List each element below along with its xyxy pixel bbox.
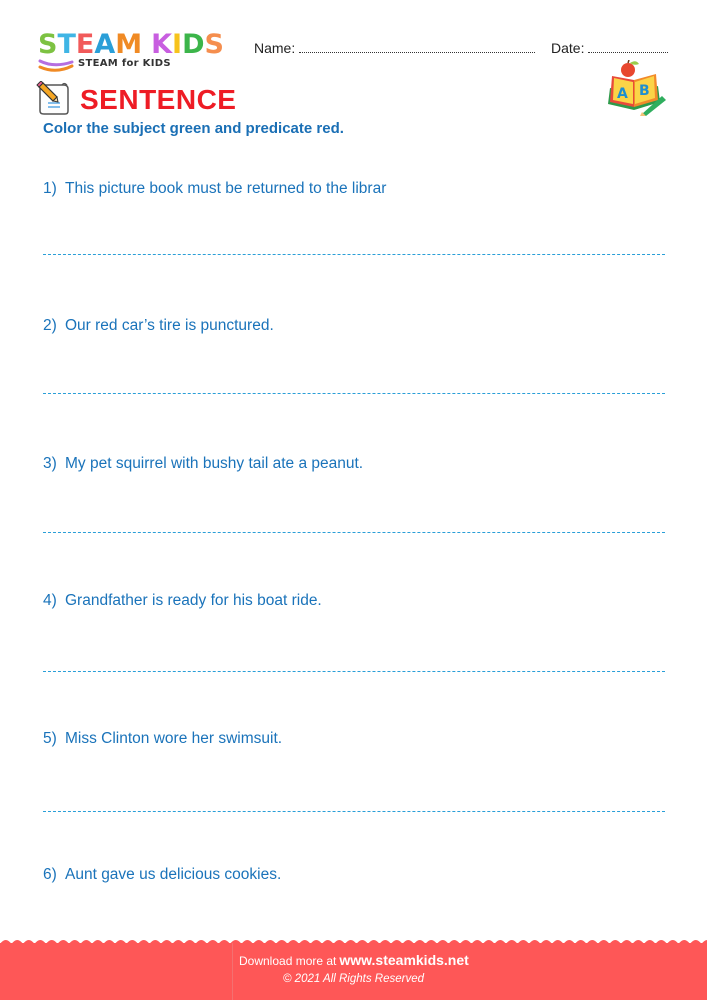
- logo-tagline: STEAM for KIDS: [78, 58, 171, 69]
- logo-wordmark: [38, 30, 224, 60]
- instruction-text: Color the subject green and predicate red.: [43, 120, 344, 137]
- logo-letter: S: [38, 29, 58, 60]
- question-number: 1): [43, 180, 57, 197]
- question-number: 3): [43, 455, 57, 472]
- svg-text:B: B: [639, 83, 650, 99]
- question-text: Aunt gave us delicious cookies.: [65, 866, 282, 883]
- name-field[interactable]: [254, 40, 535, 56]
- answer-line[interactable]: [43, 254, 665, 255]
- logo-letter: S: [204, 29, 224, 60]
- answer-line[interactable]: [43, 811, 665, 812]
- site-link[interactable]: www.steamkids.net: [339, 952, 469, 968]
- smile-swoosh-icon: [38, 58, 74, 74]
- footer-download: [239, 952, 469, 968]
- question-text: Our red car’s tire is punctured.: [65, 317, 274, 334]
- footer-copyright: © 2021 All Rights Reserved: [283, 973, 425, 985]
- answer-line[interactable]: [43, 393, 665, 394]
- footer-divider: [232, 943, 233, 1000]
- date-field[interactable]: [551, 40, 668, 56]
- logo-letter: T: [57, 29, 76, 60]
- name-label: Name:: [254, 40, 296, 56]
- question-text: This picture book must be returned to the librar: [65, 180, 387, 197]
- logo-letter: K: [151, 29, 173, 60]
- date-dotted-line[interactable]: [588, 42, 668, 53]
- logo-letter: A: [94, 29, 116, 60]
- question-text: Miss Clinton wore her swimsuit.: [65, 730, 283, 747]
- pencil-paper-icon: [36, 81, 72, 117]
- question-item: [43, 180, 386, 198]
- logo-letter: D: [182, 29, 205, 60]
- question-item: [43, 455, 363, 473]
- answer-line[interactable]: [43, 532, 665, 533]
- question-number: 6): [43, 866, 57, 883]
- logo-letter: M: [115, 29, 143, 60]
- date-label: Date:: [551, 40, 585, 56]
- question-text: My pet squirrel with bushy tail ate a peanut.: [65, 455, 364, 472]
- logo-letter: E: [75, 29, 95, 60]
- question-text: Grandfather is ready for his boat ride.: [65, 592, 322, 609]
- abc-book-apple-icon: [604, 60, 666, 116]
- worksheet-title: SENTENCE: [80, 84, 237, 115]
- question-item: [43, 730, 282, 748]
- logo-letter: I: [172, 29, 183, 60]
- question-item: [43, 592, 322, 610]
- answer-line[interactable]: [43, 671, 665, 672]
- name-dotted-line[interactable]: [299, 42, 535, 53]
- question-number: 2): [43, 317, 57, 334]
- question-item: [43, 866, 281, 884]
- question-item: [43, 317, 274, 335]
- question-number: 5): [43, 730, 57, 747]
- download-text: Download more at: [239, 954, 337, 968]
- svg-text:A: A: [617, 86, 628, 102]
- steam-kids-logo: [38, 30, 238, 75]
- question-number: 4): [43, 592, 57, 609]
